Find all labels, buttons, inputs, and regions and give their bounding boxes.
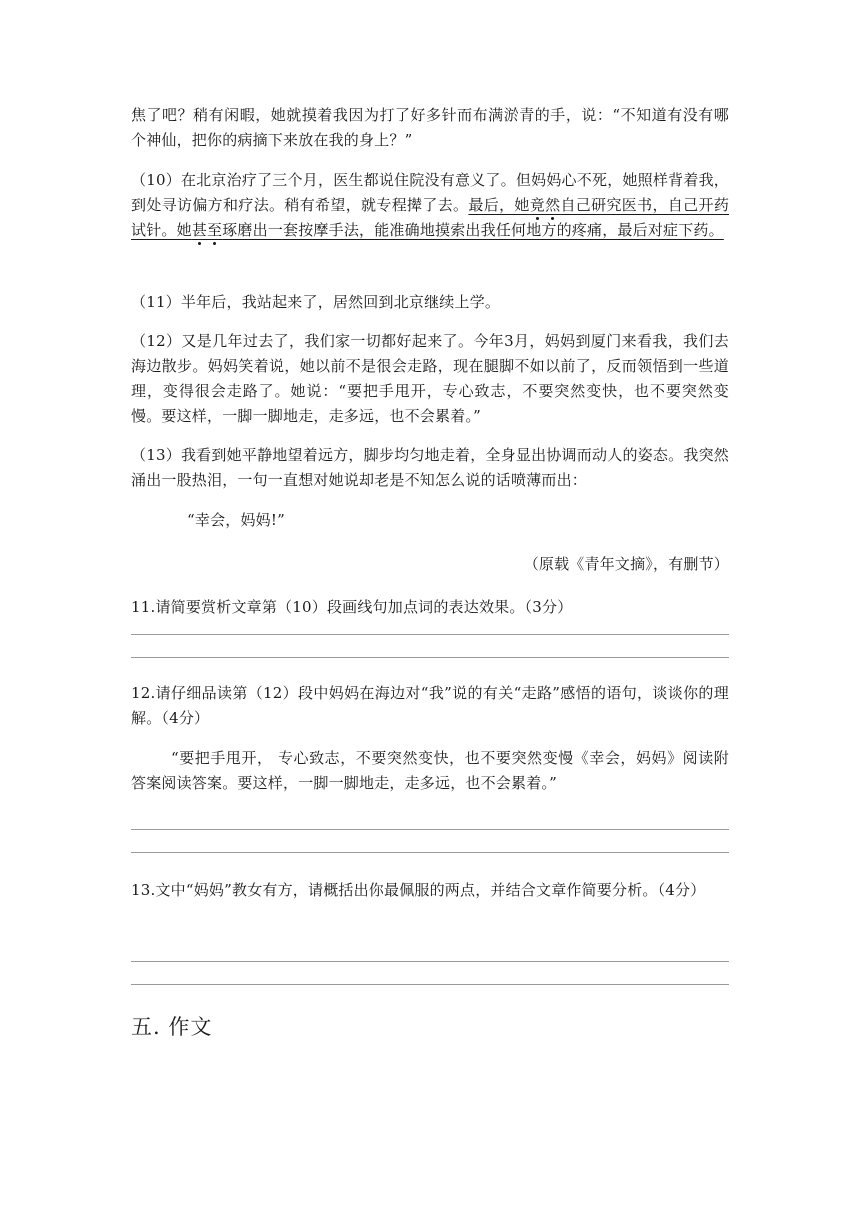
paragraph-10	[131, 168, 729, 243]
answer-line	[131, 829, 729, 830]
paragraph-10-text: （10）在北京治疗了三个月，医生都说住院没有意义了。但妈妈心不死，她照样背着我，到处寻访偏方和疗法。稍有希望，就专程撵了去。	[131, 171, 729, 214]
paragraph-12: （12）又是几年过去了，我们家一切都好起来了。今年3月，妈妈到厦门来看我，我们去海边散步。妈妈笑着说，她以前不是很会走路，现在腿脚不如以前了，反而领悟到一些道理，变得很会走路了。她说：“要把手甩开，专心致志，不要突然变快，也不要突然变慢。要这样，一脚一脚地走，走多远，也不会累着。”	[131, 332, 729, 425]
underlined-text: 最后，她	[468, 196, 530, 214]
section-heading-composition: 五. 作文	[131, 1015, 213, 1039]
dotted-word-char: 竟	[529, 196, 546, 214]
question-11: 11.请简要赏析文章第（10）段画线句加点词的表达效果。（3分）	[131, 598, 573, 616]
underlined-text: 琢磨出一套按摩手法，能准确地摸索出我任何地方的疼痛，最后对症下药。	[222, 221, 724, 239]
answer-line	[131, 984, 729, 985]
question-12-quote: “要把手甩开， 专心致志，不要突然变快，也不要突然变慢《幸会，妈妈》阅读附答案阅读答案。要这样，一脚一脚地走，走多远，也不会累着。”	[131, 749, 729, 792]
closing-quote: “幸会，妈妈!”	[187, 511, 285, 529]
paragraph-11: （11）半年后，我站起来了，居然回到北京继续上学。	[131, 293, 501, 311]
question-12: 12.请仔细品读第（12）段中妈妈在海边对“我”说的有关“走路”感悟的语句，谈谈你的理解。（4分）	[131, 684, 729, 727]
paragraph-13: （13）我看到她平静地望着远方，脚步均匀地走着，全身显出协调而动人的姿态。我突然涌出一股热泪，一句一直想对她说却老是不知怎么说的话喷薄而出：	[131, 446, 729, 489]
answer-line	[131, 634, 729, 635]
answer-line	[131, 657, 729, 658]
answer-line	[131, 961, 729, 962]
question-13: 13.文中“妈妈”教女有方，请概括出你最佩服的两点，并结合文章作简要分析。（4分）	[131, 881, 706, 899]
underlined-text: 自己研究医书，自己开药试针。她	[131, 196, 730, 239]
answer-line	[131, 852, 729, 853]
paragraph-9-end: 焦了吧？稍有闲暇，她就摸着我因为打了好多针而布满淤青的手，说：“不知道有没有哪个神仙，把你的病摘下来放在我的身上？”	[131, 106, 729, 149]
dotted-word-char: 至	[207, 221, 223, 239]
dotted-word-char: 然	[545, 196, 561, 214]
source-note: （原载《青年文摘》，有删节）	[523, 555, 729, 573]
dotted-word-char: 甚	[191, 221, 208, 239]
